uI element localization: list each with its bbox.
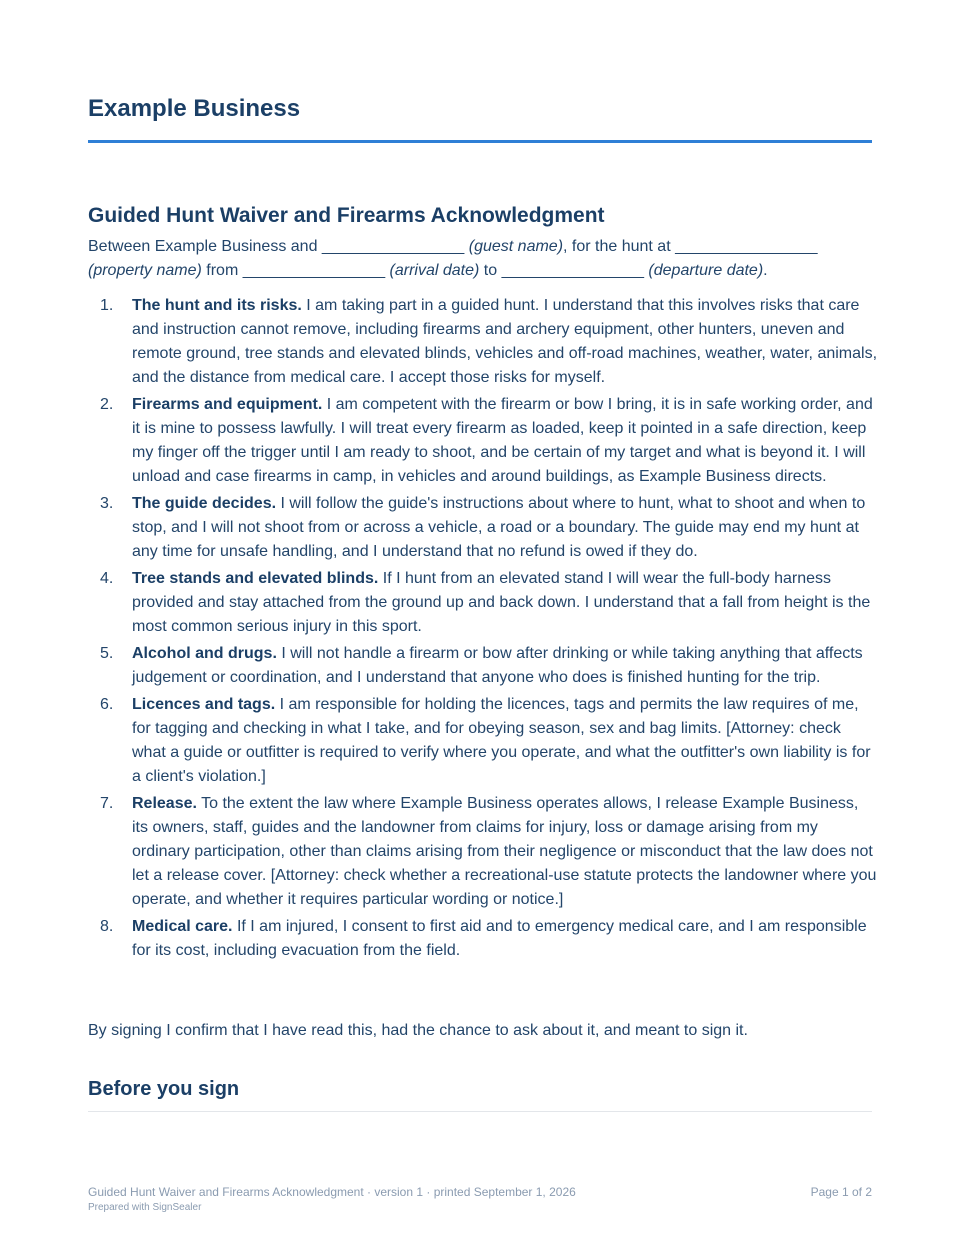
property-name-label: (property name) bbox=[88, 262, 202, 279]
clause-heading: Licences and tags. bbox=[132, 696, 276, 713]
clause-number: 6. bbox=[100, 696, 114, 713]
departure-date-blank: ________________ bbox=[501, 262, 644, 279]
clause-item bbox=[88, 567, 878, 639]
clause-body: To the extent the law where Example Business operates allows, I release Example Business, its owners, staff, guides and the landowner from claims for injury, loss or damage arising from my ordinary participation, other than claims arising from their negligence or misconduct that the law does not let a release cover. [Attorney: check whether a recreational-use statute protects the landowner where you operate, and whether it requires particular wording or notice.] bbox=[132, 795, 877, 908]
guest-name-label: (guest name) bbox=[468, 238, 564, 255]
page-number: Page 1 of 2 bbox=[810, 1185, 872, 1199]
clause-heading: The hunt and its risks. bbox=[132, 297, 302, 314]
prepared-with-credit: Prepared with SignSealer bbox=[88, 1202, 202, 1213]
clause-number: 4. bbox=[100, 570, 114, 587]
clause-item bbox=[88, 642, 878, 690]
clause-item bbox=[88, 915, 878, 963]
property-name-blank: ________________ bbox=[675, 238, 818, 255]
clause-body: If I am injured, I consent to first aid and to emergency medical care, and I am responsible for its cost, including evacuation from the field. bbox=[132, 918, 867, 959]
signing-confirmation: By signing I confirm that I have read this, had the chance to ask about it, and meant to sign it. bbox=[88, 1022, 748, 1039]
arrival-date-label: (arrival date) bbox=[389, 262, 480, 279]
before-you-sign-heading: Before you sign bbox=[88, 1078, 240, 1100]
clause-list bbox=[88, 294, 878, 966]
clause-item bbox=[88, 792, 878, 912]
clause-heading: Tree stands and elevated blinds. bbox=[132, 570, 379, 587]
departure-date-label: (departure date) bbox=[648, 262, 764, 279]
clause-number: 7. bbox=[100, 795, 114, 812]
clause-item bbox=[88, 693, 878, 789]
business-name: Example Business bbox=[88, 95, 301, 122]
clause-number: 8. bbox=[100, 918, 114, 935]
parties-text-end: . bbox=[763, 262, 768, 279]
clause-item bbox=[88, 492, 878, 564]
guest-name-blank: ________________ bbox=[321, 238, 465, 255]
document-title: Guided Hunt Waiver and Firearms Acknowledgment bbox=[88, 204, 605, 227]
clause-heading: The guide decides. bbox=[132, 495, 277, 512]
clause-body: I am taking part in a guided hunt. I understand that this involves risks that care and instruction cannot remove, including firearms and archery equipment, other hunters, uneven and remote ground, tree stands and elevated blinds, vehicles and off-road machines, weather, water, animals, and the distance from medical care. I accept those risks for myself. bbox=[132, 297, 878, 386]
clause-item bbox=[88, 294, 878, 390]
footer-document-info: Guided Hunt Waiver and Firearms Acknowledgment · version 1 · printed September 1, 2026 bbox=[88, 1185, 576, 1199]
parties-text-between: Between Example Business and bbox=[88, 238, 322, 255]
parties-text-to: to bbox=[479, 262, 502, 279]
parties-statement bbox=[88, 235, 878, 283]
clause-number: 1. bbox=[100, 297, 114, 314]
header-divider bbox=[88, 140, 872, 143]
parties-text-from: from bbox=[201, 262, 243, 279]
clause-body: If I hunt from an elevated stand I will wear the full-body harness provided and stay attached from the ground up and back down. I understand that a fall from height is the most common serious injury in this sport. bbox=[132, 570, 871, 635]
clause-number: 5. bbox=[100, 645, 114, 662]
clause-number: 2. bbox=[100, 396, 114, 413]
clause-heading: Release. bbox=[132, 795, 197, 812]
clause-body: I am responsible for holding the licences, tags and permits the law requires of me, for tagging and checking in what I take, and for obeying season, sex and bag limits. [Attorney: check what a guide or outfitter is required to verify where you operate, and what the outfitter's own liability is for a client's violation.] bbox=[132, 696, 871, 785]
arrival-date-blank: ________________ bbox=[242, 262, 386, 279]
clause-body: I will follow the guide's instructions about where to hunt, what to shoot and when to stop, and I will not shoot from or across a vehicle, a road or a boundary. The guide may end my hunt at any time for unsafe handling, and I understand that no refund is owed if they do. bbox=[132, 495, 866, 560]
section-divider bbox=[88, 1111, 872, 1112]
parties-text-hunt: , for the hunt at bbox=[563, 238, 676, 255]
clause-body: I will not handle a firearm or bow after drinking or while taking anything that affects judgement or coordination, and I understand that anyone who does is finished hunting for the trip. bbox=[132, 645, 863, 686]
clause-heading: Firearms and equipment. bbox=[132, 396, 323, 413]
clause-heading: Medical care. bbox=[132, 918, 233, 935]
clause-heading: Alcohol and drugs. bbox=[132, 645, 277, 662]
clause-body: I am competent with the firearm or bow I bring, it is in safe working order, and it is mine to possess lawfully. I will treat every firearm as loaded, keep it pointed in a safe direction, keep my finger off the trigger until I am ready to shoot, and be certain of my target and what is beyond it. I will unload and case firearms in camp, in vehicles and around buildings, as Example Business directs. bbox=[132, 396, 873, 485]
clause-item bbox=[88, 393, 878, 489]
clause-number: 3. bbox=[100, 495, 114, 512]
